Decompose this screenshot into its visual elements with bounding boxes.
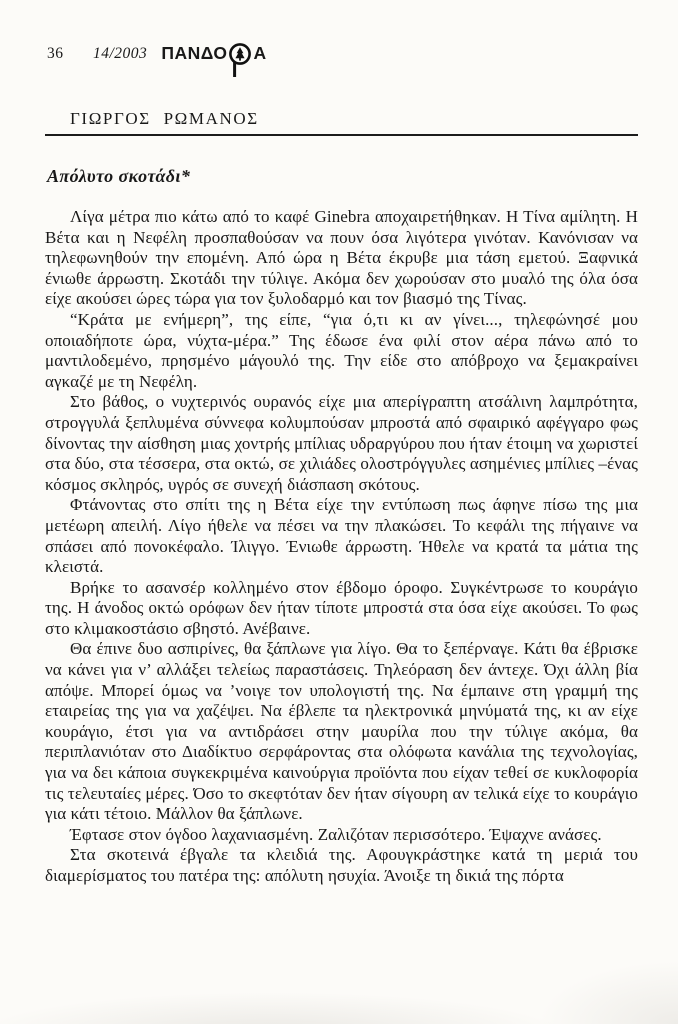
author-header: [45, 109, 638, 136]
header-rule: [45, 134, 638, 136]
author-name: ΓΙΩΡΓΟΣ ΡΩΜΑΝΟΣ: [70, 109, 259, 128]
paragraph: Φτάνοντας στο σπίτι της η Βέτα είχε την εντύπωση πως άφηνε πίσω της μια μετέωρη απειλή. Λίγο ήθελε να πέσει να την πλακώσει. Το κεφάλι της πήγαινε να σπάσει από πονοκέφαλο. Ίλιγγο. Ένιωθε άρρωστη. Ήθελε να κρατά τα μάτια της κλειστά.: [45, 495, 638, 577]
article-title: Απόλυτο σκοτάδι*: [47, 166, 191, 186]
issue-number: 14/2003: [93, 45, 148, 63]
paragraph: “Κράτα με ενήμερη”, της είπε, “για ό,τι κι αν γίνει..., τηλεφώνησέ μου οποιαδήποτε ώρα, νύχτα-μέρα.” Της έδωσε ένα φιλί στον αέρα πάνω από το μαντιλοδεμένο, πρησμένο μάγουλό της. Την είδε στο απόβροχο να ξεμακραίνει αγκαζέ με τη Νεφέλη.: [45, 309, 638, 391]
paragraph: Λίγα μέτρα πιο κάτω από το καφέ Ginebra αποχαιρετήθηκαν. Η Τίνα αμίλητη. Η Βέτα και η Νεφέλη προσπαθούσαν να πουν όσα λιγότερα γινόταν. Κανόνισαν να τηλεφωνηθούν την επομένη. Από ώρα η Βέτα έκρυβε μια τάση εμετού. Ξαφνικά ένιωθε άρρωστη. Σκοτάδι την τύλιγε. Ακόμα δεν χωρούσαν στο μυαλό της όλα όσα είχε ακούσει ώρες τώρα για τον ξυλοδαρμό και τον βιασμό της Τίνας.: [45, 207, 638, 309]
paragraph: Έφτασε στον όγδοο λαχανιασμένη. Ζαλιζόταν περισσότερο. Έψαχνε ανάσες.: [70, 824, 602, 844]
paragraph: Βρήκε το ασανσέρ κολλημένο στον έβδομο όροφο. Συγκέντρωσε το κουράγιο της. Η άνοδος οκτώ ορόφων δεν ήταν τίποτε μπροστά στα όσα είχε ακούσει. Το φως στο κλιμακοστάσιο σβηστό. Ανέβαινε.: [45, 577, 638, 638]
magazine-logo: [161, 43, 266, 65]
paragraph: Θα έπινε δυο ασπιρίνες, θα ξάπλωνε για λίγο. Θα το ξεπέρναγε. Κάτι θα έβρισκε να κάνει για ν’ αλλάξει τελείως παραστάσεις. Τηλεόραση δεν άντεχε. Όχι άλλη βία απόψε. Μπορεί όμως να ’νοιγε τον υπολογιστή της. Να έμπαινε στη γραμμή της εταιρείας της για να χαζέψει. Να έβλεπε τα ηλεκτρονικά μηνύματά της, κι αν είχε κουράγιο, έτσι για να αντιδράσει στην μαυρίλα που την τύλιγε ακόμα, θα περιπλανιόταν στο Διαδίκτυο σερφάροντας στα ολόφωτα κανάλια της τεχνολογίας, για να δει κάποια συγκεκριμένα καινούργια προϊόντα που είχαν τεθεί σε κυκλοφορία τις τελευταίες μέρες. Όσο το σκεφτόταν δεν ήταν σίγουρη αν τελικά είχε το κουράγιο για κάτι τέτοιο. Μάλλον θα ξάπλωνε.: [45, 639, 638, 824]
tree-in-ring-icon: [227, 43, 253, 65]
running-head: [47, 42, 267, 64]
logo-text-left: ΠΑΝΔΟ: [161, 43, 228, 64]
paragraph: Στα σκοτεινά έβγαλε τα κλειδιά της. Αφουγκράστηκε κατά τη μεριά του διαμερίσματος του πατέρα της: απόλυτη ησυχία. Άνοιξε τη δικιά της πόρτα: [45, 845, 638, 885]
page-number: 36: [47, 45, 64, 63]
paragraph: Στο βάθος, ο νυχτερινός ουρανός είχε μια απερίγραπτη ατσάλινη λαμπρότητα, στρογγυλά ξεπλυμένα σύννεφα κολυμπούσαν μπροστά από σφαιρικό αφέγγαρο φως δίνοντας την αίσθηση μιας χοντρής μπίλιας υδραργύρου που ήταν έτοιμη να χωριστεί στα δύο, στα τέσσερα, στα οκτώ, σε χιλιάδες ολοστρόγγυλες ασημένιες μπίλιες –ένας κόσμος σκληρός, υγρός σε συνεχή διάσπαση σκότους.: [45, 392, 638, 494]
logo-text-right: Α: [253, 43, 267, 64]
article-body: [45, 207, 638, 887]
